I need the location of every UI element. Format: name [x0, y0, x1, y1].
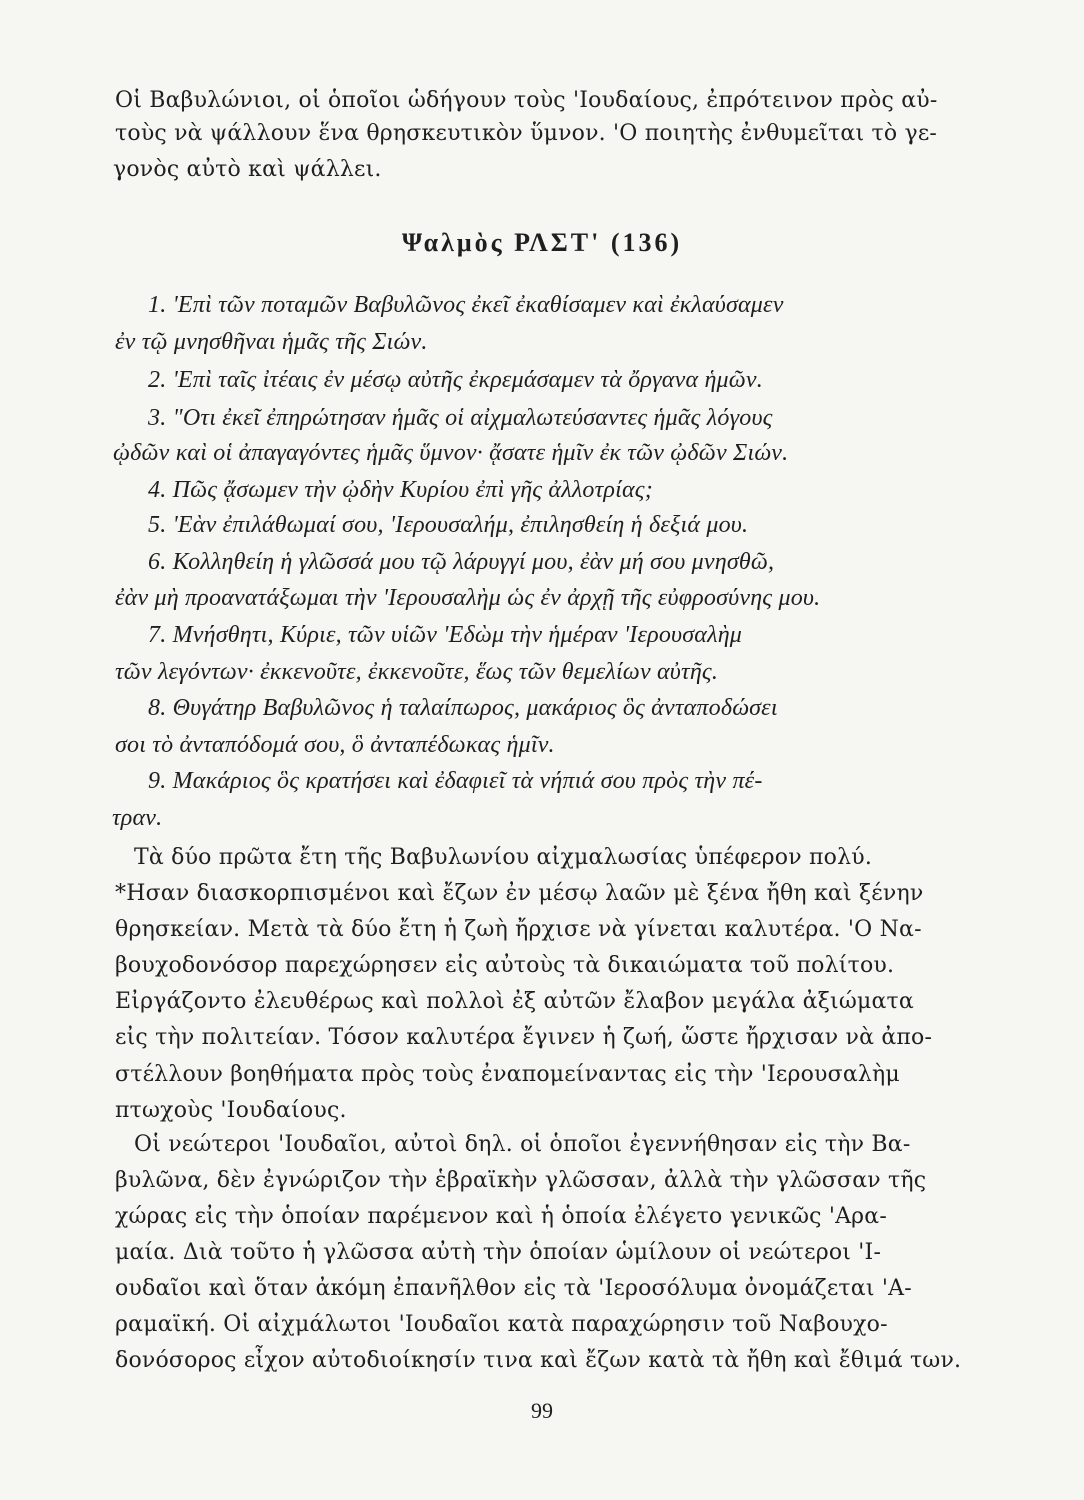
verse-line: 5. 'Εὰν ἐπιλάθωμαί σου, 'Ιερουσαλήμ, ἐπιλησθείη ἡ δεξιά μου. — [148, 512, 749, 538]
verse-line: ᾠδῶν καὶ οἱ ἀπαγαγόντες ἡμᾶς ὕμνον· ᾄσατε ἡμῖν ἐκ τῶν ᾠδῶν Σιών. — [113, 440, 789, 466]
verse-line: τραν. — [112, 805, 163, 831]
page-number: 99 — [531, 1398, 553, 1423]
text-line: βουχοδονόσορ παρεχώρησεν εἰς αὐτοὺς τὰ δικαιώματα τοῦ πολίτου. — [115, 953, 895, 978]
verse-line: 2. 'Επὶ ταῖς ἰτέαις ἐν μέσῳ αὐτῆς ἐκρεμάσαμεν τὰ ὄργανα ἡμῶν. — [148, 367, 763, 393]
verse-line: 1. 'Επὶ τῶν ποταμῶν Βαβυλῶνος ἐκεῖ ἐκαθίσαμεν καὶ ἐκλαύσαμεν — [148, 292, 784, 318]
verse-line: σοι τὸ ἀνταπόδομά σου, ὃ ἀνταπέδωκας ἡμῖν. — [115, 732, 555, 758]
verse-line: τῶν λεγόντων· ἐκκενοῦτε, ἐκκενοῦτε, ἕως τῶν θεμελίων αὐτῆς. — [115, 659, 719, 685]
text-line: χώρας εἰς τὴν ὁποίαν παρέμενον καὶ ἡ ὁποία ἐλέγετο γενικῶς 'Αρα- — [115, 1204, 887, 1229]
verse-line: ἐὰν μὴ προανατάξωμαι τὴν 'Ιερουσαλὴμ ὡς ἐν ἀρχῇ τῆς εὐφροσύνης μου. — [115, 585, 821, 611]
psalm-title: Ψαλμὸς ΡΛΣΤ' (136) — [401, 228, 683, 257]
text-line: ραμαϊκή. Οἱ αἰχμάλωτοι 'Ιουδαῖοι κατὰ παραχώρησιν τοῦ Ναβουχο- — [115, 1312, 888, 1337]
text-line: πτωχοὺς 'Ιουδαίους. — [115, 1098, 347, 1123]
text-line: βυλῶνα, δὲν ἐγνώριζον τὴν ἑβραϊκὴν γλῶσσαν, ἀλλὰ τὴν γλῶσσαν τῆς — [115, 1168, 927, 1193]
text-line: δονόσορος εἶχον αὐτοδιοίκησίν τινα καὶ ἔζων κατὰ τὰ ἤθη καὶ ἔθιμά των. — [115, 1348, 962, 1373]
text-line: μαία. Διὰ τοῦτο ἡ γλῶσσα αὐτὴ τὴν ὁποίαν ὡμίλουν οἱ νεώτεροι 'Ι- — [115, 1240, 882, 1265]
text-line: στέλλουν βοηθήματα πρὸς τοὺς ἐναπομείναντας εἰς τὴν 'Ιερουσαλὴμ — [115, 1062, 900, 1087]
text-line: εἰς τὴν πολιτείαν. Τόσον καλυτέρα ἔγινεν ἡ ζωή, ὥστε ἤρχισαν νὰ ἀπο- — [115, 1025, 933, 1050]
verse-line: 9. Μακάριος ὃς κρατήσει καὶ ἐδαφιεῖ τὰ νήπιά σου πρὸς τὴν πέ- — [148, 768, 763, 794]
verse-line: 3. "Οτι ἐκεῖ ἐπηρώτησαν ἡμᾶς οἱ αἰχμαλωτεύσαντες ἡμᾶς λόγους — [148, 405, 773, 431]
text-line: Τὰ δύο πρῶτα ἔτη τῆς Βαβυλωνίου αἰχμαλωσίας ὑπέφερον πολύ. — [134, 845, 873, 870]
text-line: Οἱ Βαβυλώνιοι, οἱ ὁποῖοι ὡδήγουν τοὺς 'Ιουδαίους, ἐπρότεινον πρὸς αὐ- — [115, 88, 938, 113]
text-line: θρησκείαν. Μετὰ τὰ δύο ἔτη ἡ ζωὴ ἤρχισε νὰ γίνεται καλυτέρα. 'Ο Να- — [115, 917, 922, 942]
text-line: τοὺς νὰ ψάλλουν ἕνα θρησκευτικὸν ὕμνον. 'Ο ποιητὴς ἐνθυμεῖται τὸ γε- — [115, 121, 938, 146]
text-line: γονὸς αὐτὸ καὶ ψάλλει. — [113, 157, 382, 182]
text-line: ουδαῖοι καὶ ὅταν ἀκόμη ἐπανῆλθον εἰς τὰ 'Ιεροσόλυμα ὀνομάζεται 'Α- — [115, 1276, 912, 1301]
verse-line: 4. Πῶς ᾄσωμεν τὴν ᾠδὴν Κυρίου ἐπὶ γῆς ἀλλοτρίας; — [148, 477, 653, 503]
verse-line: 7. Μνήσθητι, Κύριε, τῶν υἱῶν 'Εδὼμ τὴν ἡμέραν 'Ιερουσαλὴμ — [148, 622, 743, 648]
verse-line: 6. Κολληθείη ἡ γλῶσσά μου τῷ λάρυγγί μου, ἐὰν μή σου μνησθῶ, — [148, 549, 775, 575]
text-line: Εἰργάζοντο ἐλευθέρως καὶ πολλοὶ ἐξ αὐτῶν ἔλαβον μεγάλα ἀξιώματα — [115, 989, 914, 1014]
verse-line: 8. Θυγάτηρ Βαβυλῶνος ἡ ταλαίπωρος, μακάριος ὃς ἀνταποδώσει — [148, 695, 778, 721]
text-line: *Ησαν διασκορπισμένοι καὶ ἔζων ἐν μέσῳ λαῶν μὲ ξένα ἤθη καὶ ξένην — [115, 881, 924, 906]
verse-line: ἐν τῷ μνησθῆναι ἡμᾶς τῆς Σιών. — [115, 329, 428, 355]
text-line: Οἱ νεώτεροι 'Ιουδαῖοι, αὐτοὶ δηλ. οἱ ὁποῖοι ἐγεννήθησαν εἰς τὴν Βα- — [134, 1132, 911, 1157]
